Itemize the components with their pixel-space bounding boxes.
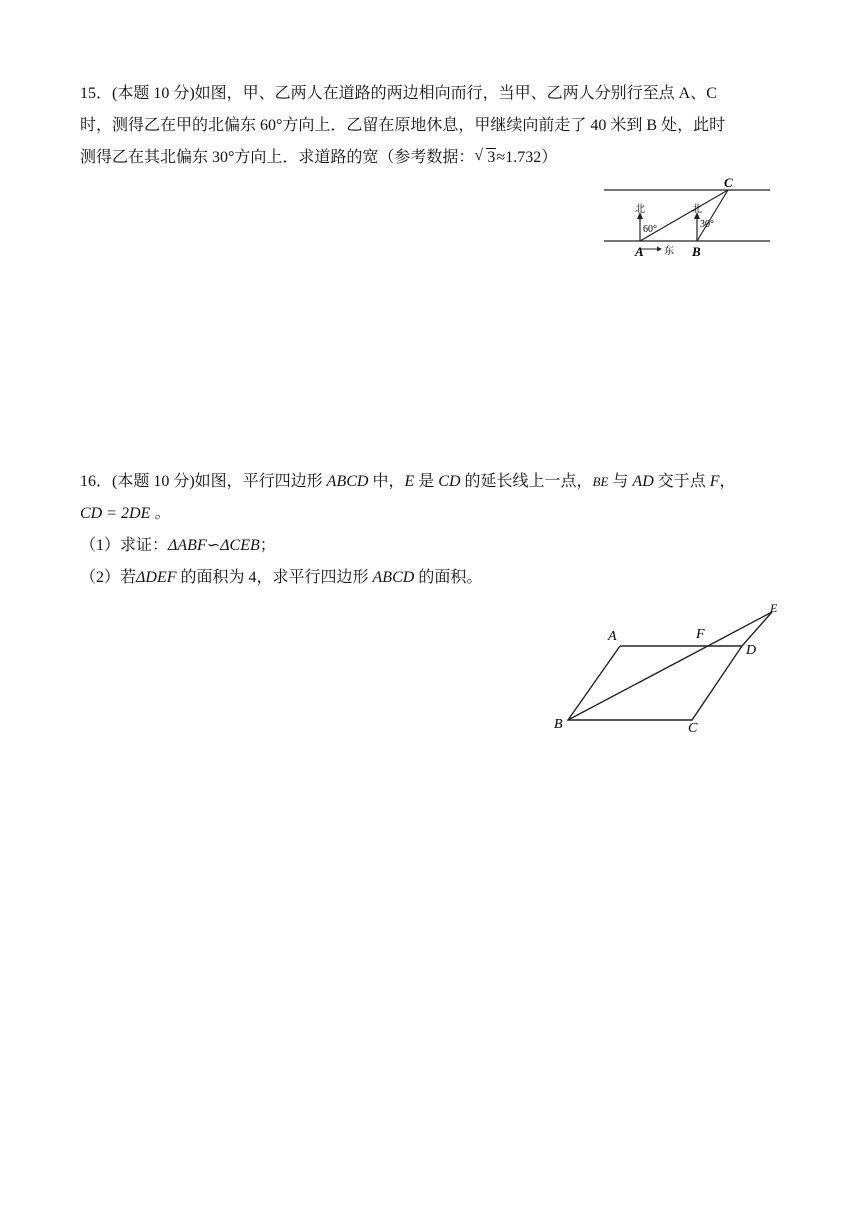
label-A: A	[608, 629, 617, 644]
q15-line-3	[80, 142, 780, 174]
q16-var: CD	[438, 473, 461, 490]
label-E: E	[770, 601, 778, 615]
north-label-B: 北	[692, 204, 702, 215]
q16-text: 的面积为 4，求平行四边形	[176, 569, 373, 586]
q16-expr: ΔABF∽ΔCEB	[168, 537, 260, 554]
q16-part-1	[80, 530, 780, 562]
label-D: D	[746, 643, 757, 658]
label-B: B	[554, 717, 563, 732]
label-A: A	[635, 244, 644, 259]
parallelogram-ABCD	[568, 646, 742, 720]
q15-figure	[604, 176, 774, 265]
q16-text: 交于点	[653, 473, 710, 490]
arrowhead-icon	[657, 247, 662, 252]
label-C: C	[688, 721, 698, 736]
q16-var: BE	[592, 474, 609, 489]
north-label-A: 北	[635, 204, 645, 215]
east-label: 东	[664, 246, 674, 257]
q16-text: 中，	[368, 473, 405, 490]
q16-text: （1）求证：	[80, 537, 169, 554]
q16-var: AD	[632, 473, 654, 490]
q16-text: 是	[414, 473, 439, 490]
q16-line-2: CD = 2DE 。	[80, 505, 171, 522]
q16-part-2	[80, 562, 780, 594]
sqrt-radicand: 3	[487, 149, 496, 166]
q15-line-3-text: 测得乙在其北偏东 30°方向上．求道路的宽（参考数据：	[80, 149, 475, 166]
label-C: C	[724, 176, 733, 190]
q16-figure	[548, 598, 788, 743]
q15-line-3-approx: ≈1.732）	[496, 149, 558, 166]
question-16	[80, 466, 780, 594]
line-BE	[568, 612, 772, 720]
label-F: F	[696, 627, 705, 642]
line-DE	[742, 612, 772, 646]
q16-expr: ΔDEF	[136, 569, 177, 586]
angle-30: 30°	[700, 219, 714, 230]
q16-line-1	[80, 466, 780, 498]
q16-text: 的面积。	[414, 569, 483, 586]
q16-text: ，	[719, 473, 736, 490]
q16-text: （2）若	[80, 569, 137, 586]
q16-var: ABCD	[326, 473, 369, 490]
q16-figure-svg	[548, 598, 788, 738]
question-15	[80, 78, 780, 174]
q16-text: 16．(本题 10 分)如图，平行四边形	[80, 473, 327, 490]
q15-line-2: 时，测得乙在甲的北偏东 60°方向上．乙留在原地休息，甲继续向前走了 40 米到 B 处，此时	[80, 117, 726, 134]
q16-var: E	[404, 473, 415, 490]
q16-text: 与	[608, 473, 633, 490]
q15-line-1: 15．(本题 10 分)如图，甲、乙两人在道路的两边相向而行，当甲、乙两人分别行至点 A、C	[80, 85, 717, 102]
q15-figure-svg	[604, 176, 774, 260]
q16-var: F	[709, 473, 720, 490]
q16-text: ；	[259, 537, 276, 554]
q16-text: 的延长线上一点，	[460, 473, 593, 490]
line-BC	[697, 190, 728, 241]
label-B: B	[692, 244, 701, 259]
q16-var: ABCD	[372, 569, 415, 586]
angle-60: 60°	[643, 224, 657, 235]
sqrt-symbol: √ 3	[474, 147, 496, 166]
